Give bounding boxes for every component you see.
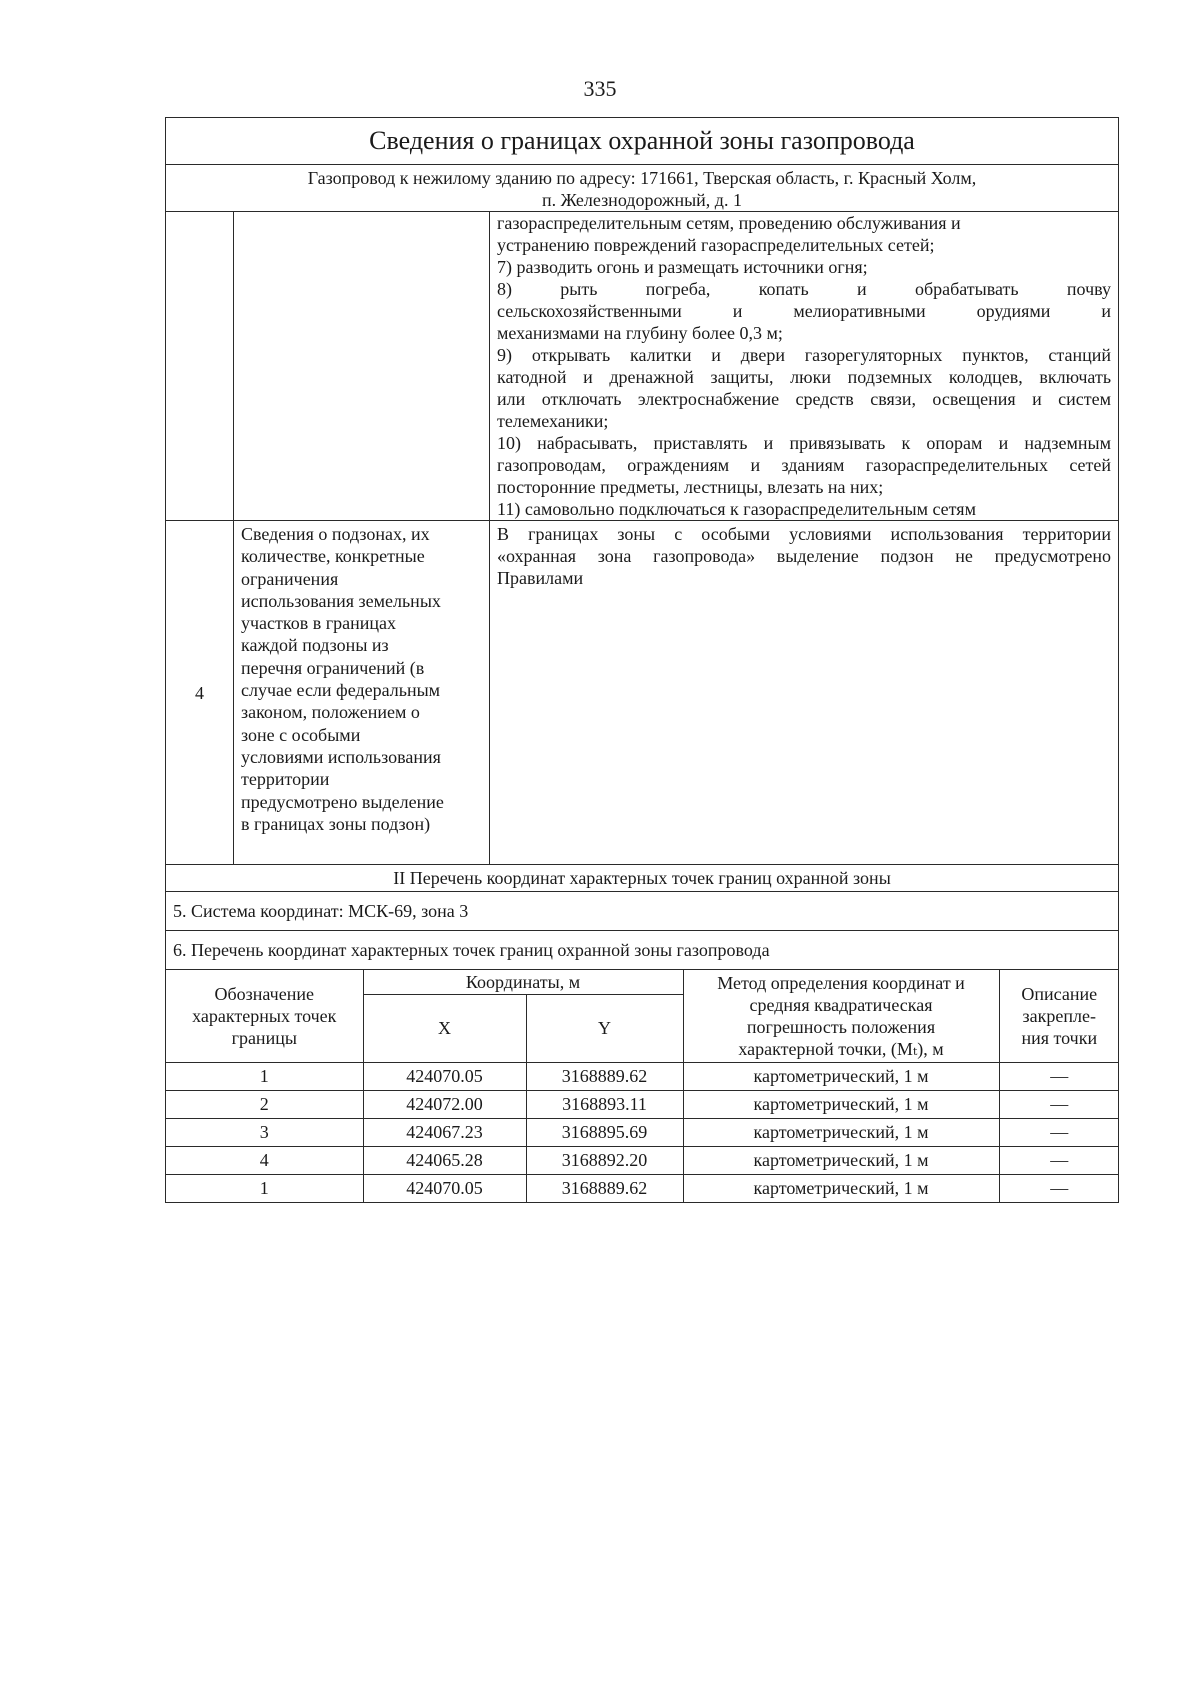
label-line: количестве, конкретные [241,546,425,567]
method-cell: картометрический, 1 м [683,1090,999,1118]
header-y: Y [526,994,683,1062]
text-line: 9) открывать калитки и двери газорегуляторных пунктов, станций [497,345,1112,365]
method-cell: картометрический, 1 м [683,1174,999,1202]
method-cell: картометрический, 1 м [683,1146,999,1174]
x-cell: 424072.00 [363,1090,526,1118]
description-cell: — [999,1090,1119,1118]
text-line: устранению повреждений газораспределительных сетей; [497,235,935,255]
text-line: телемеханики; [497,411,609,431]
label-line: участков в границах [241,613,396,634]
subtitle-line-2: п. Железнодорожный, д. 1 [542,190,742,210]
pipeline-subtitle [166,165,1119,212]
header-method: Метод определения координат и средняя квадратическая погрешность положения характерной точки, (Mₜ), м [683,970,999,1062]
label-line: законом, положением о [241,702,420,723]
x-cell: 424067.23 [363,1118,526,1146]
label-line: использования земельных [241,590,441,611]
point-cell: 1 [166,1062,363,1090]
text-line: 7) разводить огонь и размещать источники огня; [497,257,868,277]
subzones-label-cell [234,521,490,865]
text-line: газораспределительным сетям, проведению обслуживания и [497,213,961,233]
text-line: сельскохозяйственными и мелиоративными орудиями и [497,301,1112,321]
text-line: газопроводам, ограждениям и зданиям газораспределительных сетей [497,455,1112,475]
text-line: «охранная зона газопровода» выделение подзон не предусмотрено [497,546,1112,566]
y-cell: 3168889.62 [526,1174,683,1202]
points-list-title: 6. Перечень координат характерных точек границ охранной зоны газопровода [166,931,1119,970]
y-cell: 3168895.69 [526,1118,683,1146]
description-cell: — [999,1118,1119,1146]
point-cell: 4 [166,1146,363,1174]
continuation-number-cell [166,212,234,521]
method-cell: картометрический, 1 м [683,1118,999,1146]
coordinates-table-cell [166,970,1119,1203]
label-line: территории [241,769,330,790]
description-cell: — [999,1174,1119,1202]
table-row [166,1090,1119,1118]
text-line: Правилами [497,568,584,588]
header-x: X [363,994,526,1062]
subzones-content-cell [490,521,1119,865]
method-cell: картометрический, 1 м [683,1062,999,1090]
label-line: ограничения [241,568,339,589]
text-line: посторонние предметы, лестницы, влезать на них; [497,477,884,497]
zone-info-table [165,117,1119,1203]
section-2-title: II Перечень координат характерных точек границ охранной зоны [166,865,1119,892]
point-cell: 3 [166,1118,363,1146]
label-line: Сведения о подзонах, их [241,524,430,544]
text-line: катодной и дренажной защиты, люки подземных колодцев, включать [497,367,1112,387]
continuation-row [166,212,1119,521]
x-cell: 424065.28 [363,1146,526,1174]
label-line: предусмотрено выделение [241,791,444,812]
table-row [166,1062,1119,1090]
label-line: случае если федеральным [241,680,441,701]
point-cell: 1 [166,1174,363,1202]
row-number: 4 [166,521,234,865]
description-cell: — [999,1146,1119,1174]
text-line: механизмами на глубину более 0,3 м; [497,323,783,343]
header-designation: Обозначение характерных точек границы [166,970,363,1062]
text-line: 11) самовольно подключаться к газораспределительным сетям [497,499,976,519]
y-cell: 3168892.20 [526,1146,683,1174]
description-cell: — [999,1062,1119,1090]
point-cell: 2 [166,1090,363,1118]
subtitle-line-1: Газопровод к нежилому зданию по адресу: 171661, Тверская область, г. Красный Холм, [307,168,977,188]
y-cell: 3168889.62 [526,1062,683,1090]
text-line: В границах зоны с особыми условиями использования территории [497,524,1112,544]
table-row [166,1118,1119,1146]
label-line: условиями использования [241,746,441,767]
label-line: в границах зоны подзон) [241,813,431,834]
subzones-row [166,521,1119,865]
restrictions-continuation-cell [490,212,1119,521]
text-line: 10) набрасывать, приставлять и привязывать к опорам и надземным [497,433,1112,453]
header-description: Описание закрепле- ния точки [999,970,1119,1062]
label-line: зоне с особыми [241,724,361,745]
y-cell: 3168893.11 [526,1090,683,1118]
coordinates-table [166,970,1119,1202]
table-row [166,1174,1119,1202]
header-coordinates: Координаты, м [363,970,683,994]
document-title: Сведения о границах охранной зоны газопровода [166,118,1119,165]
x-cell: 424070.05 [363,1174,526,1202]
text-line: 8) рыть погреба, копать и обрабатывать почву [497,279,1112,299]
label-line: перечня ограничений (в [241,657,425,678]
text-line: или отключать электроснабжение средств связи, освещения и систем [497,389,1112,409]
x-cell: 424070.05 [363,1062,526,1090]
page-number: 335 [583,76,617,101]
table-row [166,1146,1119,1174]
continuation-label-cell [234,212,490,521]
label-line: каждой подзоны из [241,635,389,656]
coordinate-system: 5. Система координат: МСК-69, зона 3 [166,892,1119,931]
